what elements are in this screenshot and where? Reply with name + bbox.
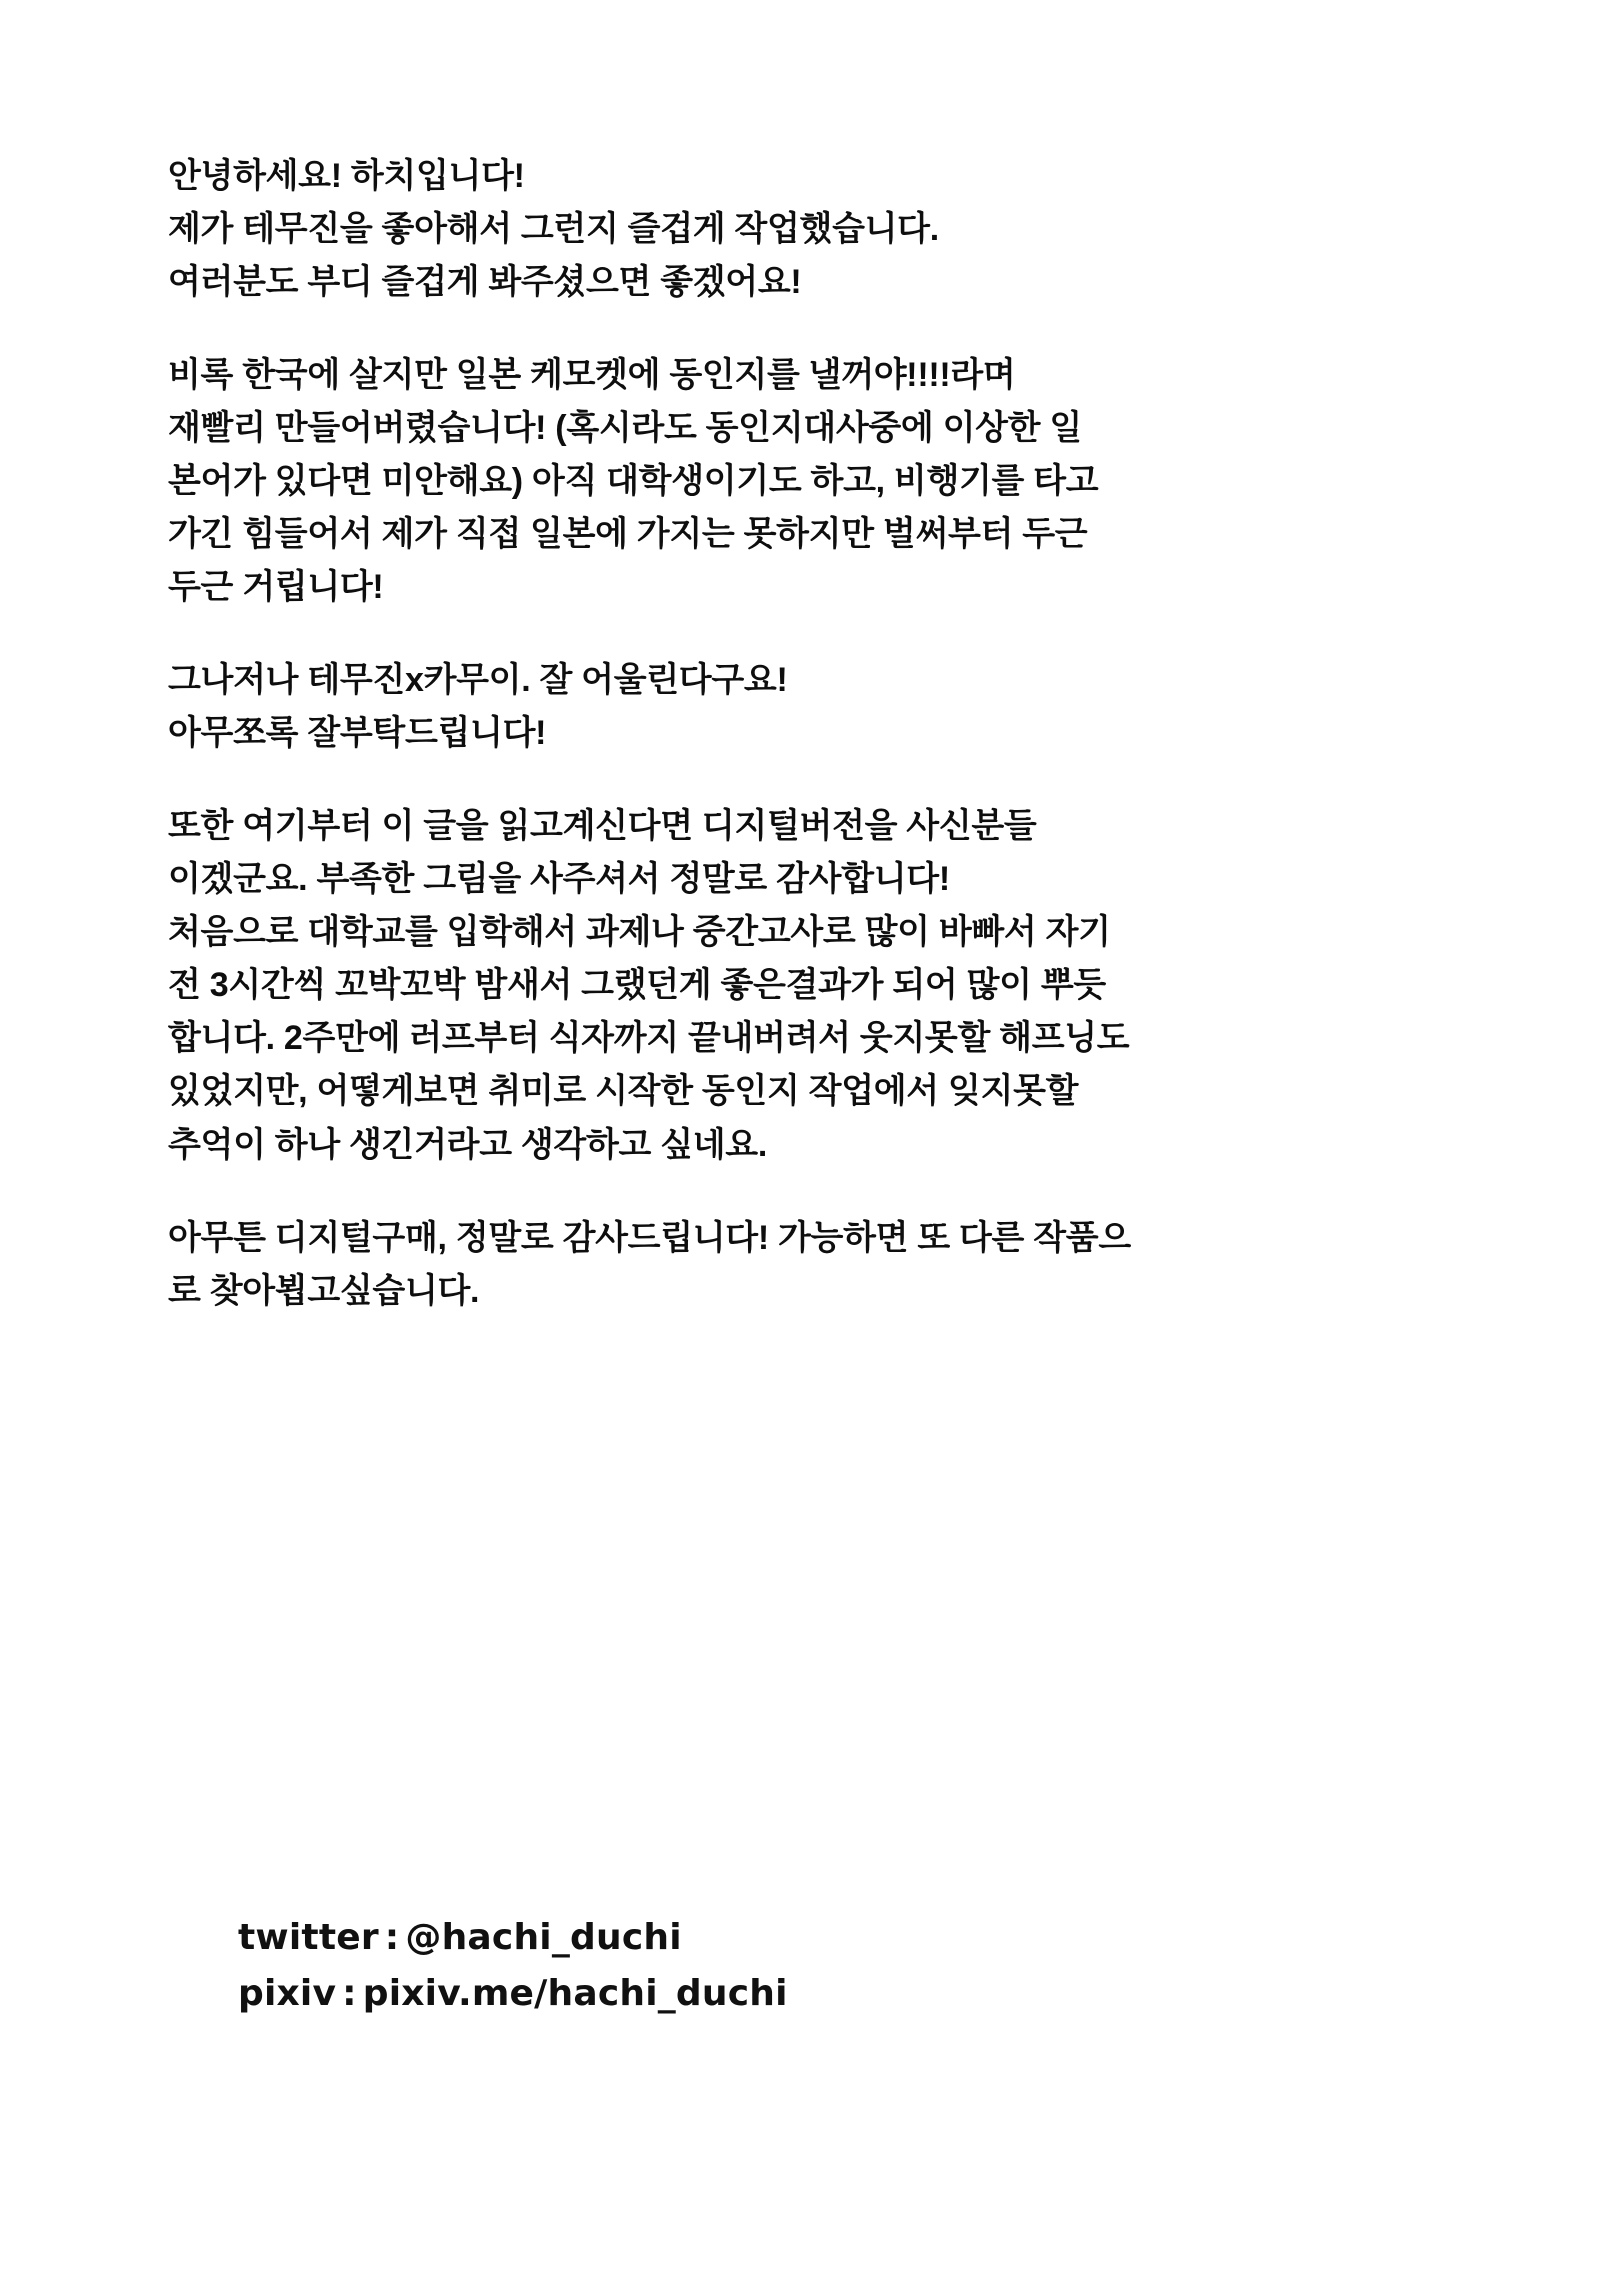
text-line: 전 3시간씩 꼬박꼬박 밤새서 그랬던게 좋은결과가 되어 많이 뿌듯: [168, 966, 1106, 1005]
text-line: 추억이 하나 생긴거라고 생각하고 싶네요.: [168, 1125, 767, 1164]
contact-label-pixiv: pixiv: [238, 1972, 337, 2014]
text-line: 있었지만, 어떻게보면 취미로 시작한 동인지 작업에서 잊지못할: [168, 1072, 1079, 1111]
text-line: 비록 한국에 살지만 일본 케모켓에 동인지를 낼꺼야!!!!라며: [168, 356, 1016, 395]
contact-block: [238, 1910, 1338, 2022]
text-line: 가긴 힘들어서 제가 직접 일본에 가지는 못하지만 벌써부터 두근: [168, 515, 1088, 554]
afterword-text-block: [168, 150, 1438, 1318]
paragraph-closing: [168, 1212, 1438, 1318]
paragraph-digital-version: [168, 800, 1438, 1171]
text-line: 합니다. 2주만에 러프부터 식자까지 끝내버려서 웃지못할 해프닝도: [168, 1019, 1130, 1058]
contact-value-twitter: @hachi_duchi: [405, 1917, 682, 1958]
contact-value-pixiv: pixiv.me/hachi_duchi: [362, 1972, 788, 2014]
text-line: 그나저나 테무진x카무이. 잘 어울린다구요!: [168, 661, 788, 700]
paragraph-kemoket: [168, 349, 1438, 614]
contact-label-twitter: twitter: [238, 1917, 379, 1958]
text-line: 제가 테무진을 좋아해서 그런지 즐겁게 작업했습니다.: [168, 210, 939, 249]
text-line: 이겠군요. 부족한 그림을 사주셔서 정말로 감사합니다!: [168, 860, 950, 899]
text-line: 재빨리 만들어버렸습니다! (혹시라도 동인지대사중에 이상한 일: [168, 409, 1082, 448]
contact-separator: :: [384, 1917, 400, 1958]
text-line: 여러분도 부디 즐겁게 봐주셨으면 좋겠어요!: [168, 263, 802, 302]
contact-twitter: [238, 1910, 1338, 1966]
text-line: 아무쪼록 잘부탁드립니다!: [168, 714, 547, 753]
text-line: 처음으로 대학교를 입학해서 과제나 중간고사로 많이 바빠서 자기: [168, 913, 1111, 952]
paragraph-greeting: [168, 150, 1438, 309]
text-line: 본어가 있다면 미안해요) 아직 대학생이기도 하고, 비행기를 타고: [168, 462, 1099, 501]
text-line: 두근 거립니다!: [168, 568, 384, 607]
text-line: 로 찾아뵙고싶습니다.: [168, 1271, 480, 1310]
contact-separator: :: [342, 1972, 357, 2014]
paragraph-pairing: [168, 654, 1438, 760]
text-line: 또한 여기부터 이 글을 읽고계신다면 디지털버전을 사신분들: [168, 807, 1037, 846]
text-line: 안녕하세요! 하치입니다!: [168, 157, 525, 195]
text-line: 아무튼 디지털구매, 정말로 감사드립니다! 가능하면 또 다른 작품으: [168, 1218, 1131, 1257]
contact-pixiv: [238, 1966, 1338, 2022]
